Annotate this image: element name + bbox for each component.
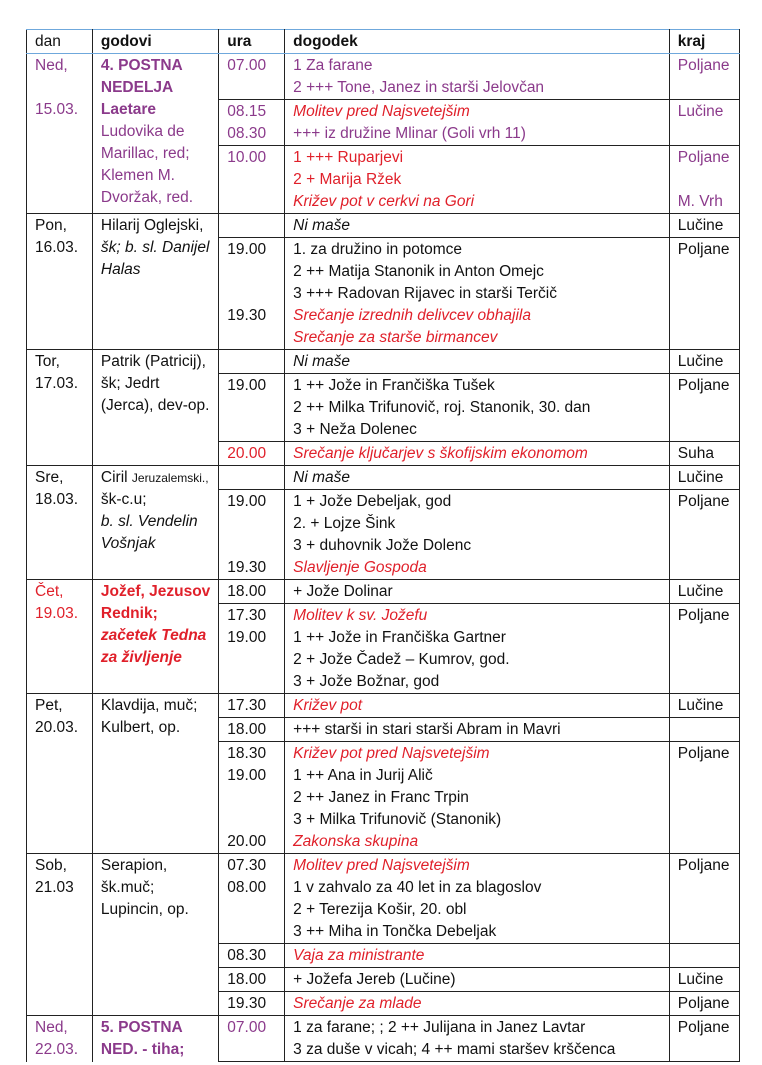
feast-line: Lupincin, op. — [100, 901, 189, 918]
feast-cell — [92, 466, 218, 580]
time-cell — [219, 694, 285, 718]
feast-line: Ludovika de — [100, 123, 185, 140]
time: 08.30 — [227, 947, 267, 964]
event: Molitev pred Najsvetejšim — [293, 103, 470, 120]
event: Vaja za ministrante — [293, 947, 425, 964]
time: 10.00 — [227, 149, 267, 166]
place-cell — [669, 604, 739, 694]
time: 19.00 — [227, 629, 267, 646]
time-cell — [219, 604, 285, 694]
header-dan: dan — [27, 30, 93, 54]
time-cell — [219, 374, 285, 442]
feast-line: Serapion, — [100, 857, 168, 874]
event: Molitev k sv. Jožefu — [293, 607, 428, 624]
event-cell — [285, 214, 670, 238]
place: Poljane — [677, 377, 730, 394]
time-cell — [219, 146, 285, 214]
event: + Jože Dolinar — [293, 583, 393, 600]
event: 3 za duše v vicah; 4 ++ mami staršev krščenca — [293, 1041, 616, 1058]
feast-line: Klemen M. — [100, 167, 175, 184]
time: 17.30 — [227, 697, 267, 714]
feast-line: šk-c.u; — [100, 491, 147, 508]
event: Križev pot v cerkvi na Gori — [293, 193, 475, 210]
event: Srečanje za mlade — [293, 995, 422, 1012]
place: Poljane — [677, 607, 730, 624]
place-cell — [669, 944, 739, 968]
event: Ni maše — [293, 353, 351, 370]
place-cell — [669, 350, 739, 374]
time: 19.00 — [227, 241, 267, 258]
time-cell — [219, 442, 285, 466]
event-cell — [285, 968, 670, 992]
time-cell — [219, 466, 285, 490]
event-cell — [285, 350, 670, 374]
place: Poljane — [677, 241, 730, 258]
schedule-table — [26, 29, 740, 1062]
time-cell — [219, 214, 285, 238]
feast-line: Patrik (Patricij), — [100, 353, 206, 370]
day-name: Pet, — [35, 697, 63, 714]
place: Poljane — [677, 745, 730, 762]
time-cell — [219, 718, 285, 742]
feast-line: Ciril — [100, 469, 128, 486]
event-cell — [285, 100, 670, 146]
event-cell — [285, 146, 670, 214]
time: 19.30 — [227, 307, 267, 324]
event-cell — [285, 718, 670, 742]
time: 19.30 — [227, 559, 267, 576]
time-cell — [219, 854, 285, 944]
header-ura: ura — [219, 30, 285, 54]
time: 19.00 — [227, 377, 267, 394]
time-cell — [219, 100, 285, 146]
event: 1 + Jože Debeljak, god — [293, 493, 452, 510]
feast-cell — [92, 580, 218, 694]
event-cell — [285, 944, 670, 968]
feast-line: Hilarij Oglejski, — [100, 217, 204, 234]
time: 18.00 — [227, 971, 267, 988]
feast-cell — [92, 1016, 218, 1062]
event: Slavljenje Gospoda — [293, 559, 427, 576]
event: 2 + Terezija Košir, 20. obl — [293, 901, 467, 918]
feast-line: NED. - tiha; — [100, 1041, 185, 1058]
place: Lučine — [677, 353, 724, 370]
event-cell — [285, 374, 670, 442]
event: 1 za farane; ; 2 ++ Julijana in Janez Lavtar — [293, 1019, 586, 1036]
event: 3 + Milka Trifunovič (Stanonik) — [293, 811, 502, 828]
feast-line: Rednik; — [100, 605, 158, 622]
event: 2 + Marija Ržek — [293, 171, 402, 188]
event: +++ starši in stari starši Abram in Mavri — [293, 721, 561, 738]
table-row — [27, 466, 740, 490]
event: 1. za družino in potomce — [293, 241, 463, 258]
day-date: 22.03. — [35, 1041, 79, 1058]
place-cell — [669, 854, 739, 944]
place: M. Vrh — [677, 193, 723, 210]
day-date: 21.03 — [35, 879, 74, 896]
feast-line: začetek Tedna — [100, 627, 207, 644]
event: 2 +++ Tone, Janez in starši Jelovčan — [293, 79, 545, 96]
event-cell — [285, 604, 670, 694]
event-cell — [285, 1016, 670, 1062]
place: Poljane — [677, 493, 730, 510]
place: Suha — [677, 445, 714, 462]
header-row — [27, 30, 740, 54]
time: 18.30 — [227, 745, 267, 762]
event: 3 + Neža Dolenec — [293, 421, 417, 438]
place-cell — [669, 580, 739, 604]
feast-line: Jeruzalemski., — [131, 471, 209, 485]
place-cell — [669, 238, 739, 350]
event: Srečanje izrednih delivcev obhajila — [293, 307, 531, 324]
event: 1 +++ Ruparjevi — [293, 149, 404, 166]
place-cell — [669, 968, 739, 992]
day-date: 19.03. — [35, 605, 79, 622]
table-row — [27, 1016, 740, 1062]
feast-line: (Jerca), dev-op. — [100, 397, 210, 414]
place: Lučine — [677, 971, 724, 988]
feast-cell — [92, 214, 218, 350]
table-row — [27, 350, 740, 374]
place-cell — [669, 100, 739, 146]
event: Ni maše — [293, 469, 351, 486]
event: Srečanje za starše birmancev — [293, 329, 498, 346]
feast-line: šk; b. sl. Danijel — [100, 239, 210, 256]
event: 1 ++ Jože in Frančiška Gartner — [293, 629, 506, 646]
table-row — [27, 854, 740, 944]
time: 17.30 — [227, 607, 267, 624]
feast-line: šk.muč; — [100, 879, 155, 896]
event: 1 ++ Ana in Jurij Alič — [293, 767, 433, 784]
day-date: 15.03. — [35, 101, 79, 118]
header-kraj: kraj — [669, 30, 739, 54]
day-name: Čet, — [35, 583, 64, 600]
event: 3 + Jože Božnar, god — [293, 673, 440, 690]
feast-cell — [92, 854, 218, 1016]
table-row — [27, 694, 740, 718]
day-date: 17.03. — [35, 375, 79, 392]
day-cell — [27, 350, 93, 466]
time-cell — [219, 580, 285, 604]
event: 2 ++ Janez in Franc Trpin — [293, 789, 469, 806]
time-cell — [219, 350, 285, 374]
feast-cell — [92, 54, 218, 214]
day-name: Sre, — [35, 469, 64, 486]
time-cell — [219, 1016, 285, 1062]
feast-line: za življenje — [100, 649, 182, 666]
day-name: Ned, — [35, 1019, 68, 1036]
feast-line: 5. POSTNA — [100, 1019, 183, 1036]
feast-cell — [92, 694, 218, 854]
place: Lučine — [677, 469, 724, 486]
day-date: 20.03. — [35, 719, 79, 736]
place: Poljane — [677, 1019, 730, 1036]
event-cell — [285, 490, 670, 580]
header-dogodek: dogodek — [285, 30, 670, 54]
feast-line: Dvoržak, red. — [100, 189, 194, 206]
feast-line: Laetare — [100, 101, 157, 118]
feast-line: b. sl. Vendelin — [100, 513, 198, 530]
time-cell — [219, 238, 285, 350]
time: 20.00 — [227, 445, 267, 462]
place-cell — [669, 694, 739, 718]
event: 1 Za farane — [293, 57, 373, 74]
place: Lučine — [677, 697, 724, 714]
place-cell — [669, 374, 739, 442]
table-row — [27, 580, 740, 604]
place-cell — [669, 146, 739, 214]
place-cell — [669, 54, 739, 100]
time: 08.30 — [227, 125, 267, 142]
time: 19.00 — [227, 493, 267, 510]
event: Molitev pred Najsvetejšim — [293, 857, 470, 874]
event-cell — [285, 694, 670, 718]
event: 3 +++ Radovan Rijavec in starši Terčič — [293, 285, 557, 302]
feast-line: Jožef, Jezusov — [100, 583, 211, 600]
time-cell — [219, 992, 285, 1016]
day-name: Tor, — [35, 353, 60, 370]
place: Lučine — [677, 583, 724, 600]
day-cell — [27, 694, 93, 854]
place-cell — [669, 214, 739, 238]
time: 19.00 — [227, 767, 267, 784]
time-cell — [219, 742, 285, 854]
time-cell — [219, 54, 285, 100]
time: 08.00 — [227, 879, 267, 896]
event-cell — [285, 54, 670, 100]
time: 18.00 — [227, 583, 267, 600]
event-cell — [285, 442, 670, 466]
table-row — [27, 214, 740, 238]
event-cell — [285, 742, 670, 854]
time: 08.15 — [227, 103, 267, 120]
day-name: Sob, — [35, 857, 67, 874]
table-row — [27, 54, 740, 100]
event: 1 ++ Jože in Frančiška Tušek — [293, 377, 495, 394]
time: 07.30 — [227, 857, 267, 874]
feast-line: Marillac, red; — [100, 145, 190, 162]
event-cell — [285, 466, 670, 490]
feast-line: Halas — [100, 261, 141, 278]
event: 2. + Lojze Šink — [293, 515, 396, 532]
day-cell — [27, 214, 93, 350]
time: 07.00 — [227, 57, 267, 74]
day-cell — [27, 54, 93, 214]
feast-line: Klavdija, muč; — [100, 697, 198, 714]
event: + Jožefa Jereb (Lučine) — [293, 971, 456, 988]
time: 18.00 — [227, 721, 267, 738]
time: 20.00 — [227, 833, 267, 850]
place: Lučine — [677, 103, 724, 120]
place: Poljane — [677, 57, 730, 74]
place-cell — [669, 466, 739, 490]
place-cell — [669, 442, 739, 466]
place: Poljane — [677, 149, 730, 166]
place: Poljane — [677, 857, 730, 874]
event: 2 ++ Milka Trifunovič, roj. Stanonik, 30. dan — [293, 399, 591, 416]
day-name: Ned, — [35, 57, 68, 74]
event-cell — [285, 580, 670, 604]
event-cell — [285, 854, 670, 944]
event: Križev pot — [293, 697, 363, 714]
place-cell — [669, 718, 739, 742]
feast-line: 4. POSTNA — [100, 57, 183, 74]
place-cell — [669, 742, 739, 854]
event-cell — [285, 238, 670, 350]
event: 2 ++ Matija Stanonik in Anton Omejc — [293, 263, 544, 280]
event: +++ iz družine Mlinar (Goli vrh 11) — [293, 125, 526, 142]
feast-line: Vošnjak — [100, 535, 156, 552]
time-cell — [219, 968, 285, 992]
feast-line: Kulbert, op. — [100, 719, 181, 736]
time: 19.30 — [227, 995, 267, 1012]
place-cell — [669, 490, 739, 580]
feast-cell — [92, 350, 218, 466]
day-cell — [27, 580, 93, 694]
time-cell — [219, 490, 285, 580]
day-date: 16.03. — [35, 239, 79, 256]
place: Poljane — [677, 995, 730, 1012]
time: 07.00 — [227, 1019, 267, 1036]
event-cell — [285, 992, 670, 1016]
event: Zakonska skupina — [293, 833, 419, 850]
event: 3 + duhovnik Jože Dolenc — [293, 537, 472, 554]
place-cell — [669, 992, 739, 1016]
event: Križev pot pred Najsvetejšim — [293, 745, 490, 762]
feast-line: šk; Jedrt — [100, 375, 160, 392]
day-date: 18.03. — [35, 491, 79, 508]
day-cell — [27, 466, 93, 580]
header-godovi: godovi — [92, 30, 218, 54]
event: Srečanje ključarjev s škofijskim ekonomom — [293, 445, 588, 462]
place-cell — [669, 1016, 739, 1062]
event: 1 v zahvalo za 40 let in za blagoslov — [293, 879, 542, 896]
event: Ni maše — [293, 217, 351, 234]
day-cell — [27, 1016, 93, 1062]
event: 2 + Jože Čadež – Kumrov, god. — [293, 651, 510, 668]
day-name: Pon, — [35, 217, 67, 234]
place: Lučine — [677, 217, 724, 234]
day-cell — [27, 854, 93, 1016]
event: 3 ++ Miha in Tončka Debeljak — [293, 923, 497, 940]
feast-line: NEDELJA — [100, 79, 174, 96]
time-cell — [219, 944, 285, 968]
